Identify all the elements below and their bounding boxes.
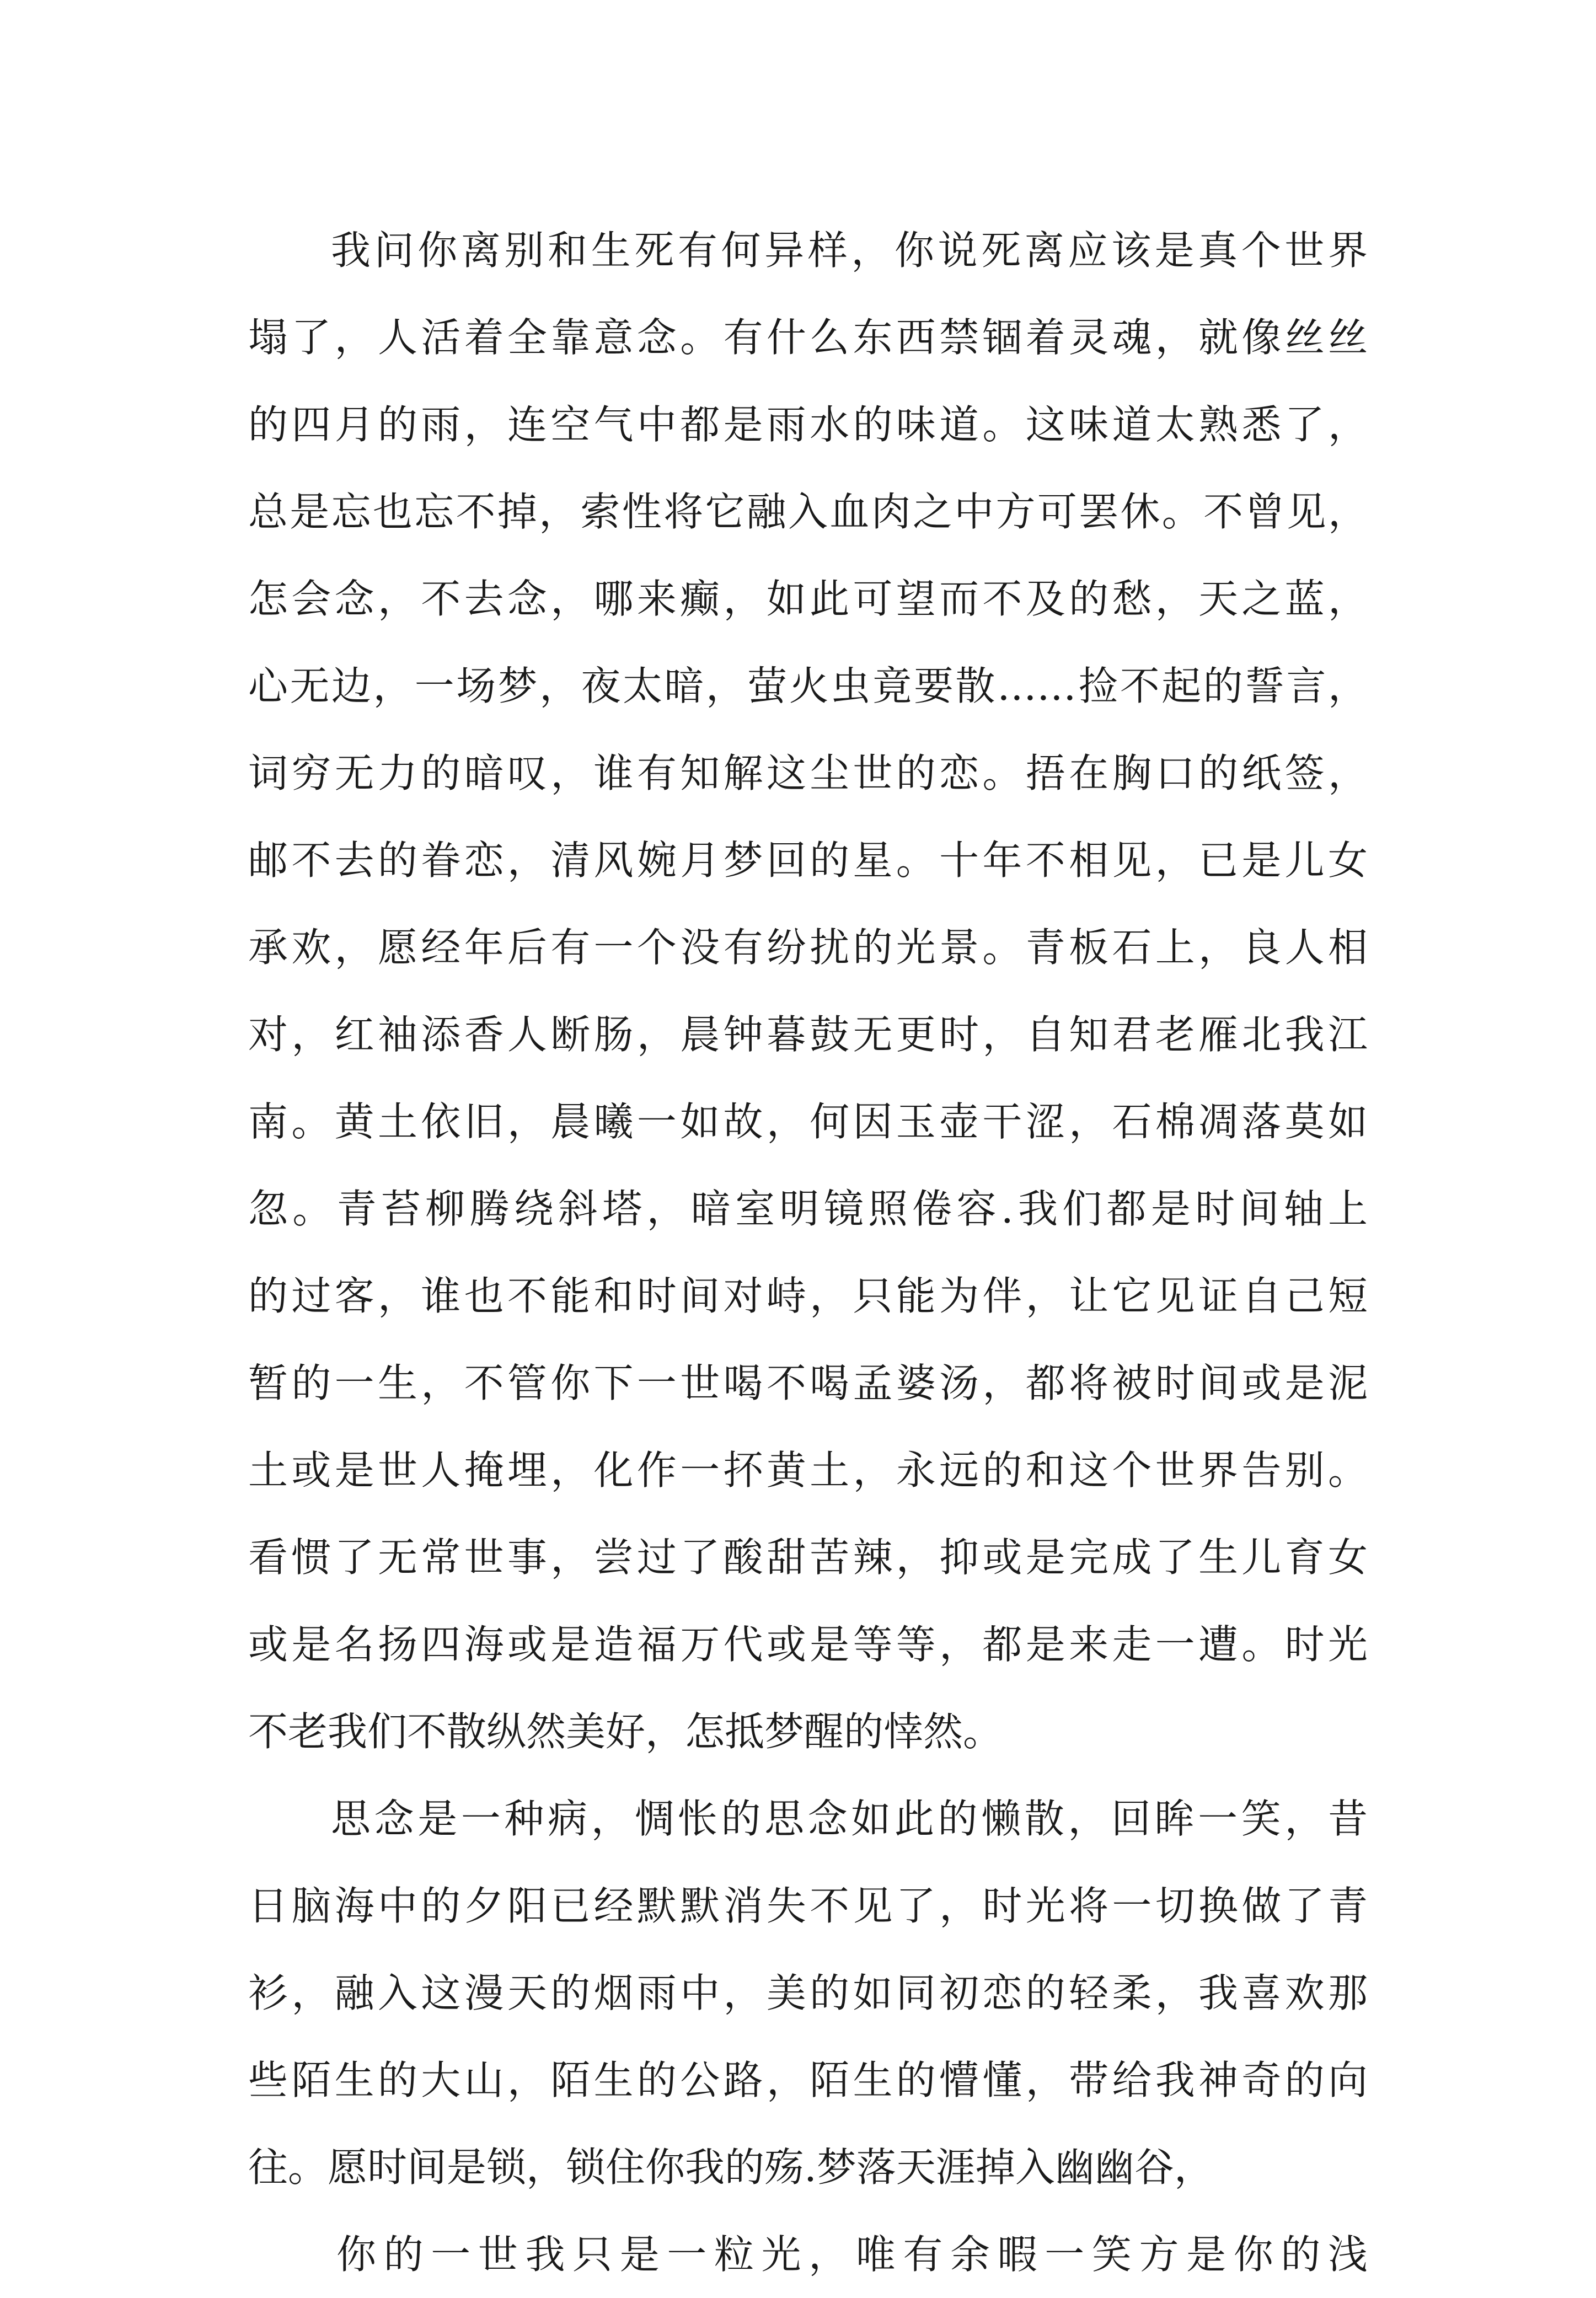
text-line: 我问你离别和生死有何异样，你说死离应该是真个世界 xyxy=(331,227,1368,274)
text-line: 思念是一种病，惆怅的思念如此的懒散，回眸一笑，昔 xyxy=(331,1796,1368,1842)
paragraph-1 xyxy=(248,207,1368,1775)
text-line: 的四月的雨，连空气中都是雨水的味道。这味道太熟悉了， xyxy=(248,401,1368,448)
page-body xyxy=(248,207,1368,2298)
paragraph-2 xyxy=(248,1775,1368,2211)
text-line: 塌了，人活着全靠意念。有什么东西禁锢着灵魂，就像丝丝 xyxy=(248,314,1368,361)
text-line: 怎会念，不去念，哪来癫，如此可望而不及的愁，天之蓝， xyxy=(248,576,1368,622)
text-line: 不老我们不散纵然美好，怎抵梦醒的悻然。 xyxy=(248,1708,1003,1755)
text-line: 你的一世我只是一粒光，唯有余暇一笑方是你的浅 xyxy=(336,2231,1368,2278)
text-line: 看惯了无常世事，尝过了酸甜苦辣，抑或是完成了生儿育女 xyxy=(248,1534,1368,1581)
text-line: 邮不去的眷恋，清风婉月梦回的星。十年不相见，已是儿女 xyxy=(248,837,1368,883)
text-line: 暂的一生，不管你下一世喝不喝孟婆汤，都将被时间或是泥 xyxy=(248,1360,1368,1406)
text-line: 土或是世人掩埋，化作一抔黄土，永远的和这个世界告别。 xyxy=(248,1447,1368,1493)
text-line: 往。愿时间是锁，锁住你我的殇.梦落天涯掉入幽幽谷， xyxy=(248,2144,1214,2190)
text-line: 或是名扬四海或是造福万代或是等等，都是来走一遭。时光 xyxy=(248,1621,1368,1668)
text-line: 南。黄土依旧，晨曦一如故，何因玉壶干涩，石棉凋落莫如 xyxy=(248,1099,1368,1145)
text-line: 对，红袖添香人断肠，晨钟暮鼓无更时，自知君老雁北我江 xyxy=(248,1011,1368,1058)
paragraph-3 xyxy=(248,2211,1368,2298)
text-line: 心无边，一场梦，夜太暗，萤火虫竟要散……捡不起的誓言， xyxy=(248,663,1368,709)
text-line: 总是忘也忘不掉，索性将它融入血肉之中方可罢休。不曾见， xyxy=(248,489,1368,535)
text-line: 日脑海中的夕阳已经默默消失不见了，时光将一切换做了青 xyxy=(248,1883,1368,1929)
text-line: 衫，融入这漫天的烟雨中，美的如同初恋的轻柔，我喜欢那 xyxy=(248,1970,1368,2016)
text-line: 些陌生的大山，陌生的公路，陌生的懵懂，带给我神奇的向 xyxy=(248,2057,1368,2103)
text-line: 承欢，愿经年后有一个没有纷扰的光景。青板石上，良人相 xyxy=(248,924,1368,971)
text-line: 忽。青苔柳腾绕斜塔，暗室明镜照倦容.我们都是时间轴上 xyxy=(248,1186,1368,1232)
text-line: 的过客，谁也不能和时间对峙，只能为伴，让它见证自己短 xyxy=(248,1273,1368,1319)
text-line: 词穷无力的暗叹，谁有知解这尘世的恋。捂在胸口的纸签， xyxy=(248,750,1368,796)
